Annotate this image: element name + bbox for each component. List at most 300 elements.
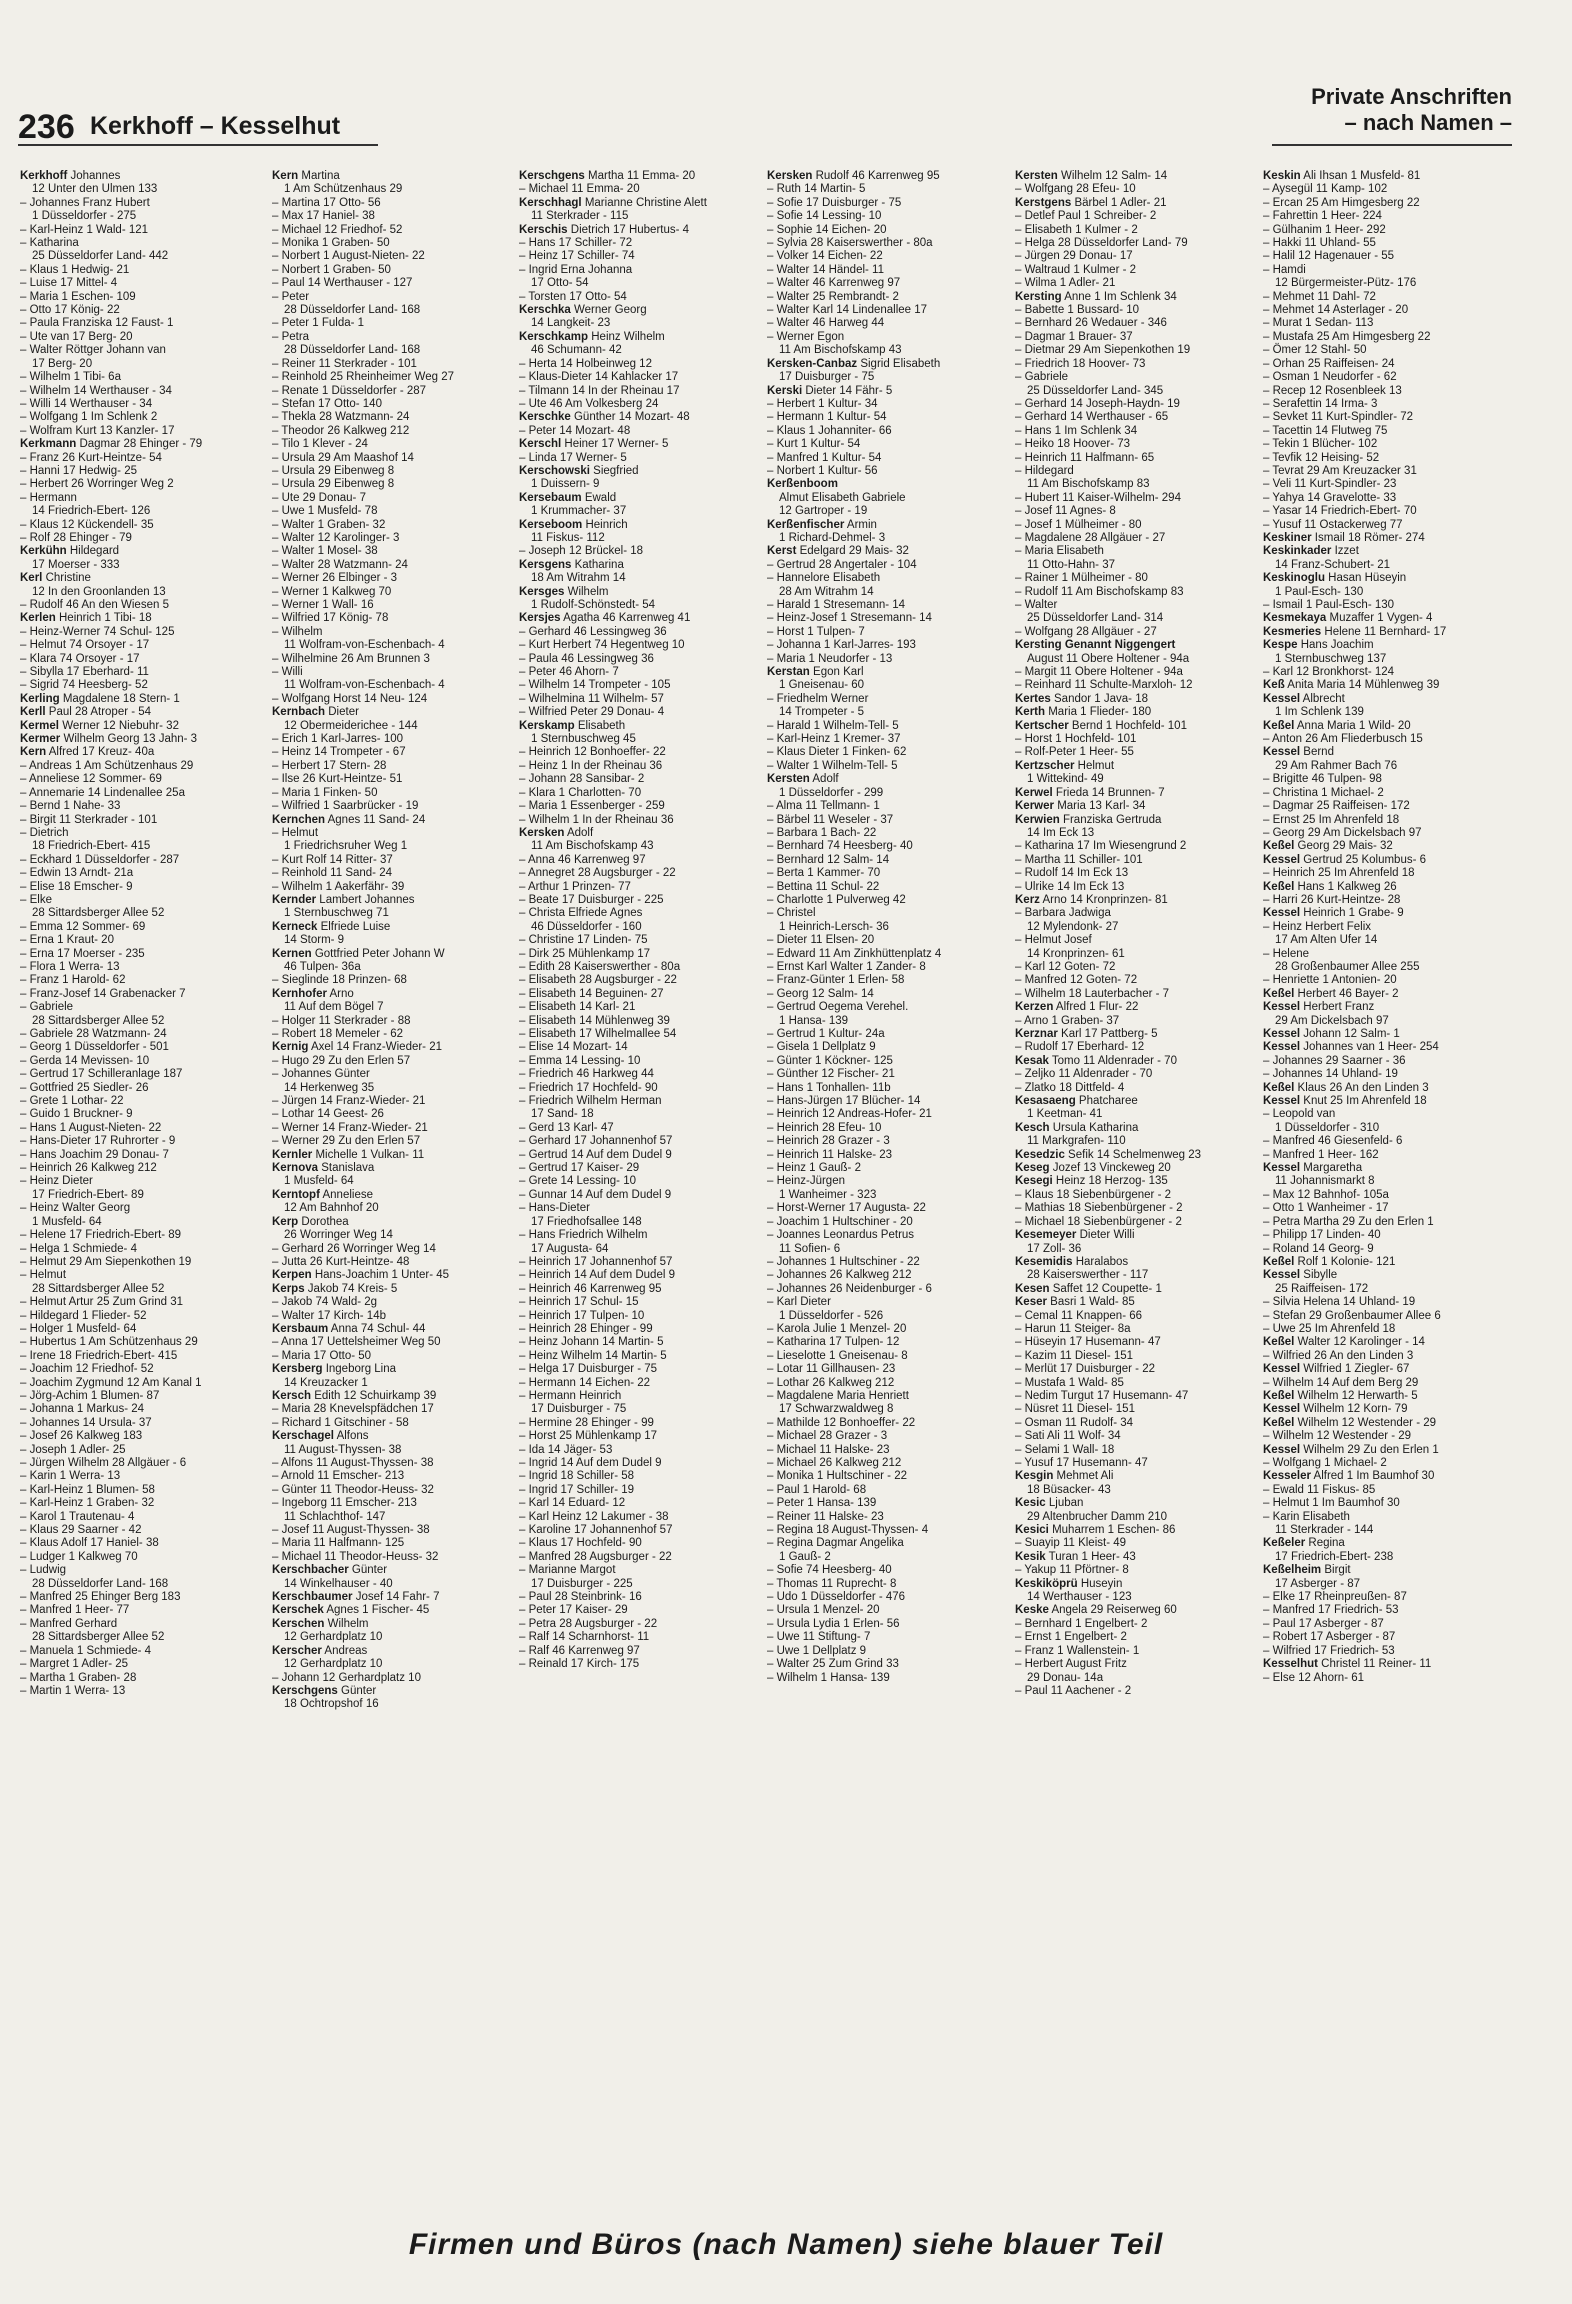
surname: Keskiköprü: [1015, 1577, 1078, 1590]
list-item: – Katharina 17 Im Wiesengrund 2: [1015, 840, 1187, 853]
list-item: – Gerhard 17 Johannenhof 57: [519, 1135, 673, 1148]
list-item: – Herta 14 Holbeinweg 12: [519, 357, 652, 370]
list-item: – Lothar 26 Kalkweg 212: [767, 1376, 895, 1389]
list-item: – Heinrich 25 Im Ahrenfeld 18: [1263, 867, 1415, 880]
list-item: – Ewald 11 Fiskus- 85: [1263, 1483, 1376, 1496]
list-item: 11 Sterkrader - 115: [531, 210, 629, 223]
list-item: – Linda 17 Werner- 5: [519, 451, 627, 464]
list-item: – Maria 17 Otto- 50: [272, 1349, 372, 1362]
list-item: – Bettina 11 Schul- 22: [767, 880, 880, 893]
list-item: – Jürgen 29 Donau- 17: [1015, 250, 1133, 263]
list-item: – Yakup 11 Pförtner- 8: [1015, 1564, 1129, 1577]
list-item: Kernchen Agnes 11 Sand- 24: [272, 813, 426, 826]
list-item: – Otto 1 Wanheimer - 17: [1263, 1202, 1389, 1215]
list-item: – Walter 12 Karolinger- 3: [272, 531, 400, 544]
list-item: – Horst-Werner 17 Augusta- 22: [767, 1202, 926, 1215]
list-item: – Norbert 1 Kultur- 56: [767, 464, 878, 477]
list-item: – Wilfried Peter 29 Donau- 4: [519, 706, 665, 719]
list-item: 14 Im Eck 13: [1027, 826, 1095, 839]
list-item: – Reinhold 25 Rheinheimer Weg 27: [272, 371, 454, 384]
list-item: – Gabriele 28 Watzmann- 24: [20, 1028, 167, 1040]
list-item: – Gertrud 14 Auf dem Dudel 9: [519, 1148, 672, 1161]
list-item: – Wolfgang 28 Efeu- 10: [1015, 183, 1136, 196]
list-item: – Tacettin 14 Flutweg 75: [1263, 424, 1388, 437]
list-item: – Zeljko 11 Aldenrader - 70: [1015, 1068, 1153, 1081]
list-item: – Johannes 1 Hultschiner - 22: [767, 1255, 920, 1268]
surname: Keskiner: [1263, 531, 1312, 544]
list-item: – Ruth 14 Martin- 5: [767, 183, 866, 196]
list-item: 1 Friedrichsruher Weg 1: [284, 840, 408, 853]
list-item: 28 Sittardsberger Allee 52: [32, 907, 165, 920]
list-item: – Heinz 14 Trompeter - 67: [272, 746, 406, 759]
list-item: 28 Sittardsberger Allee 52: [32, 1282, 165, 1295]
surname: Kessel: [1263, 1363, 1301, 1376]
surname: Kerps: [272, 1282, 305, 1295]
list-item: – Dieter 11 Elsen- 20: [767, 934, 875, 947]
list-item: Kerstan Egon Karl: [767, 666, 864, 679]
surname: Keßel: [1263, 1416, 1295, 1429]
list-item: – Ute 29 Donau- 7: [272, 491, 366, 504]
list-item: – Yahya 14 Gravelotte- 33: [1263, 491, 1397, 504]
list-item: Kerkhoff Johannes: [20, 170, 121, 182]
list-item: – Bernhard 12 Salm- 14: [767, 853, 890, 866]
list-item: – Suayip 11 Kleist- 49: [1015, 1537, 1127, 1550]
list-item: 25 Düsseldorfer Land- 345: [1027, 384, 1164, 397]
list-item: 11 Am Bischofskamp 43: [779, 344, 902, 357]
list-item: Kessel Bernd: [1263, 746, 1334, 759]
surname: Kerkmann: [20, 438, 77, 451]
list-item: – Arnold 11 Emscher- 213: [272, 1470, 405, 1483]
list-item: Kessel Gertrud 25 Kolumbus- 6: [1263, 853, 1427, 866]
list-item: 11 Wolfram-von-Eschenbach- 4: [284, 639, 445, 652]
list-item: Kespe Hans Joachim: [1263, 639, 1374, 652]
surname: Kerskamp: [519, 719, 575, 732]
list-item: – Elisabeth 1 Kulmer - 2: [1015, 223, 1138, 236]
list-item: – Sofie 74 Heesberg- 40: [767, 1564, 892, 1577]
list-item: – Werner 26 Elbinger - 3: [272, 572, 398, 585]
list-item: – Werner 1 Kalkweg 70: [272, 585, 392, 598]
list-item: – Maria 28 Knevelspfädchen 17: [272, 1403, 434, 1416]
page-header: [18, 82, 1512, 144]
list-item: – Elke 17 Rheinpreußen- 87: [1263, 1591, 1407, 1604]
surname: Kerschke: [519, 411, 571, 424]
list-item: – Wilhelmina 11 Wilhelm- 57: [519, 692, 664, 705]
surname: Kersgens: [519, 558, 572, 571]
list-item: – Christa Elfriede Agnes: [519, 907, 643, 920]
surname: Kerll: [20, 706, 46, 719]
list-item: – Charlotte 1 Pulverweg 42: [767, 893, 906, 906]
list-item: – Ernst 1 Engelbert- 2: [1015, 1631, 1127, 1644]
surname: Kessel: [1263, 746, 1301, 759]
list-item: – Georg 29 Am Dickelsbach 97: [1263, 826, 1422, 839]
list-item: – Gunnar 14 Auf dem Dudel 9: [519, 1188, 672, 1201]
surname: Kerschen: [272, 1617, 325, 1630]
list-item: 17 Otto- 54: [531, 277, 589, 290]
list-item: – Yusuf 17 Husemann- 47: [1015, 1457, 1148, 1469]
list-item: – Heinz 17 Schiller- 74: [519, 250, 635, 263]
list-item: – Gertrud 17 Kaiser- 29: [519, 1162, 640, 1175]
list-item: – Ismail 1 Paul-Esch- 130: [1263, 599, 1395, 611]
list-item: Keß Anita Maria 14 Mühlenweg 39: [1263, 679, 1440, 692]
section-heading-line1: Private Anschriften: [1311, 84, 1512, 109]
list-item: – Max 12 Bahnhof- 105a: [1263, 1188, 1389, 1201]
list-item: – Rudolf 11 Am Bischofskamp 83: [1015, 585, 1184, 598]
surname: Kersken: [767, 170, 813, 182]
list-item: – Erich 1 Karl-Jarres- 100: [272, 733, 404, 746]
list-item: Kerschhagl Marianne Christine Alett: [519, 196, 707, 209]
surname: Kerzen: [1015, 1001, 1054, 1014]
list-item: – Jakob 74 Wald- 2g: [272, 1296, 378, 1309]
list-item: 1 Düsseldorfer - 275: [32, 210, 137, 223]
surname: Kernig: [272, 1041, 309, 1054]
list-item: – Hüseyin 17 Husemann- 47: [1015, 1336, 1161, 1349]
list-item: Keseg Jozef 13 Vinckeweg 20: [1015, 1162, 1171, 1175]
surname: Kerth: [1015, 706, 1046, 719]
list-item: – Uwe 11 Stiftung- 7: [767, 1631, 871, 1644]
surname: Kerschgens: [519, 170, 585, 182]
surname: Kesic: [1015, 1497, 1046, 1510]
list-item: – Helmut Artur 25 Zum Grind 31: [20, 1296, 183, 1309]
surname: Kerschgens: [272, 1684, 338, 1697]
list-item: Keßel Anna Maria 1 Wild- 20: [1263, 719, 1411, 732]
list-item: – Ingeborg 11 Emscher- 213: [272, 1497, 417, 1510]
list-item: – Josef 11 Agnes- 8: [1015, 505, 1116, 518]
list-item: – Mehmet 11 Dahl- 72: [1263, 290, 1376, 303]
list-item: – Bernhard 26 Wedauer - 346: [1015, 317, 1167, 330]
list-item: – Manfred 25 Ehinger Berg 183: [20, 1591, 181, 1604]
list-item: Kessel Wilhelm 12 Korn- 79: [1263, 1403, 1408, 1416]
surname: Keßel: [1263, 1255, 1295, 1268]
list-item: – Hans Joachim 29 Donau- 7: [20, 1148, 169, 1161]
list-item: – Hermann 14 Eichen- 22: [519, 1376, 651, 1389]
list-item: Almut Elisabeth Gabriele: [779, 491, 906, 504]
list-item: – Ingrid 14 Auf dem Dudel 9: [519, 1457, 662, 1469]
list-item: Keßel Wilhelm 12 Westender - 29: [1263, 1416, 1437, 1429]
list-item: – Johann 28 Sansibar- 2: [519, 773, 645, 786]
list-item: – Walter 28 Watzmann- 24: [272, 558, 408, 571]
list-item: – Hildegard 1 Flieder- 52: [20, 1309, 147, 1322]
surname: Kerwien: [1015, 813, 1060, 826]
surname: Keßel: [1263, 987, 1295, 1000]
list-item: – Joachim 1 Hultschiner - 20: [767, 1215, 913, 1228]
list-item: Kernbach Dieter: [272, 706, 359, 719]
list-item: – Hans 1 Im Schlenk 34: [1015, 424, 1138, 437]
list-item: 26 Worringer Weg 14: [284, 1229, 393, 1242]
list-item: 11 Fiskus- 112: [531, 531, 605, 544]
list-item: – Babette 1 Bussard- 10: [1015, 304, 1140, 317]
list-item: – Edwin 13 Arndt- 21a: [20, 867, 134, 880]
surname: Kersbaum: [272, 1322, 329, 1335]
list-item: – Heinz Wilhelm 14 Martin- 5: [519, 1349, 667, 1362]
list-item: – Luise 17 Mittel- 4: [20, 277, 118, 290]
list-item: 12 Bürgermeister-Pütz- 176: [1275, 277, 1417, 290]
surname: Kertzscher: [1015, 759, 1075, 772]
surname: Kernen: [272, 947, 312, 960]
list-item: – Reiner 11 Halske- 23: [767, 1510, 884, 1523]
list-item: 17 Moerser - 333: [32, 558, 120, 571]
list-item: – Heinrich 12 Andreas-Hofer- 21: [767, 1108, 932, 1121]
list-item: Keskiköprü Huseyin: [1015, 1577, 1123, 1590]
surname: Keseg: [1015, 1162, 1050, 1175]
list-item: – Wilhelm 12 Westender - 29: [1263, 1430, 1412, 1443]
list-item: Kessel Wilfried 1 Ziegler- 67: [1263, 1363, 1410, 1376]
list-item: – Horst 1 Tulpen- 7: [767, 625, 865, 638]
list-item: – Sevket 11 Kurt-Spindler- 72: [1263, 411, 1414, 424]
list-item: 12 In den Groonlanden 13: [32, 585, 166, 598]
surname: Kerneck: [272, 920, 318, 933]
list-item: – Walter 14 Händel- 11: [767, 263, 884, 276]
list-item: – Klaus Dieter 1 Finken- 62: [767, 746, 907, 759]
list-item: – Hannelore Elisabeth: [767, 572, 881, 585]
list-item: – Stefan 17 Otto- 140: [272, 397, 382, 410]
list-item: 28 Am Witrahm 14: [779, 585, 874, 598]
list-item: Kersebaum Ewald: [519, 491, 617, 504]
list-item: – Anneliese 12 Sommer- 69: [20, 773, 162, 786]
list-item: – Monika 1 Graben- 50: [272, 237, 390, 250]
list-item: – Heinrich 17 Tulpen- 10: [519, 1309, 645, 1322]
surname: Kersten: [767, 773, 810, 786]
list-item: – Uwe 25 Im Ahrenfeld 18: [1263, 1322, 1396, 1335]
list-item: – Franz 1 Harold- 62: [20, 974, 126, 987]
list-item: 25 Düsseldorfer Land- 442: [32, 250, 169, 263]
list-item: Kern Martina: [272, 170, 340, 182]
surname: Kerwer: [1015, 800, 1054, 813]
surname: Kessel: [1263, 907, 1301, 920]
list-item: – Karl 14 Eduard- 12: [519, 1497, 626, 1510]
list-item: – Ludwig: [20, 1564, 67, 1577]
list-item: – Gertrud 17 Schilleranlage 187: [20, 1068, 183, 1081]
list-item: – Elisabeth 14 Beguinen- 27: [519, 987, 664, 1000]
list-item: – Walter 25 Zum Grind 33: [767, 1658, 899, 1671]
list-item: Kerßenfischer Armin: [767, 518, 877, 531]
list-item: 11 Auf dem Bögel 7: [284, 1001, 384, 1014]
surname: Kerschhagl: [519, 196, 582, 209]
list-item: Kernen Gottfried Peter Johann W: [272, 947, 445, 960]
surname: Kerseboom: [519, 518, 583, 531]
list-item: – Manuela 1 Schmiede- 4: [20, 1644, 152, 1657]
list-item: – Heinz 1 Gauß- 2: [767, 1162, 861, 1175]
surname: Kesedzic: [1015, 1148, 1065, 1161]
list-item: – Alfons 11 August-Thyssen- 38: [272, 1457, 434, 1469]
list-item: – Annegret 28 Augsburger - 22: [519, 867, 676, 880]
list-item: Keser Basri 1 Wald- 85: [1015, 1296, 1135, 1309]
list-item: Kerkühn Hildegard: [20, 545, 120, 558]
list-item: – Tilo 1 Klever - 24: [272, 438, 368, 451]
list-item: – Wilhelm 1 Hansa- 139: [767, 1671, 890, 1684]
surname: Kesmekaya: [1263, 612, 1327, 625]
list-item: – Karl Dieter: [767, 1296, 831, 1309]
surname: Kesak: [1015, 1054, 1049, 1067]
list-item: – Bernhard 1 Engelbert- 2: [1015, 1617, 1148, 1630]
directory-column-4: [767, 170, 1007, 2170]
list-item: – Bernhard 74 Heesberg- 40: [767, 840, 913, 853]
list-item: – Wilhelm 14 Auf dem Berg 29: [1263, 1376, 1419, 1389]
list-item: 11 Am Bischofskamp 83: [1027, 478, 1150, 491]
list-item: Kessel Albrecht: [1263, 692, 1345, 705]
list-item: – Hans-Dieter: [519, 1202, 590, 1215]
list-item: Kerscher Andreas: [272, 1644, 368, 1657]
list-item: 1 Düsseldorfer - 526: [779, 1309, 884, 1322]
surname: Kertscher: [1015, 719, 1069, 732]
list-item: – Margret 1 Adler- 25: [20, 1658, 129, 1671]
list-item: Kesmeries Helene 11 Bernhard- 17: [1263, 625, 1447, 638]
surname: Kesch: [1015, 1121, 1050, 1134]
list-item: – Johannes 29 Saarner - 36: [1263, 1054, 1406, 1067]
list-item: – Christel: [767, 907, 816, 920]
list-item: 11 Otto-Hahn- 37: [1027, 558, 1116, 571]
list-item: – Sophie 14 Eichen- 20: [767, 223, 887, 236]
list-item: – Hans 1 Tonhallen- 11b: [767, 1081, 891, 1094]
list-item: Kerschbacher Günter: [272, 1564, 388, 1577]
list-item: – Elisabeth 17 Wilhelmallee 54: [519, 1028, 677, 1040]
list-item: – Rudolf 46 An den Wiesen 5: [20, 599, 169, 611]
list-item: – Friedrich Wilhelm Herman: [519, 1095, 662, 1108]
surname: Kersges: [519, 585, 565, 598]
surname: Kerscher: [272, 1644, 322, 1657]
list-item: 12 Gartroper - 19: [779, 505, 868, 518]
list-item: – Wilhelm: [272, 625, 323, 638]
list-item: 1 Hansa- 139: [779, 1014, 849, 1027]
surname: Keßel: [1263, 1389, 1295, 1402]
list-item: – Roland 14 Georg- 9: [1263, 1242, 1374, 1255]
list-item: – Monika 1 Hultschiner - 22: [767, 1470, 907, 1483]
surname: Kerßenboom: [767, 478, 838, 491]
surname: Kerstgens: [1015, 196, 1072, 209]
list-item: – Lotar 11 Gillhausen- 23: [767, 1363, 896, 1376]
list-item: – Sofie 17 Duisburger - 75: [767, 196, 902, 209]
list-item: – Herbert 1 Kultur- 34: [767, 397, 878, 410]
list-item: – Anna 46 Karrenweg 97: [519, 853, 646, 866]
list-item: – Karl 12 Bronkhorst- 124: [1263, 666, 1395, 679]
list-item: – Manfred 46 Giesenfeld- 6: [1263, 1135, 1403, 1148]
list-item: 18 Büsacker- 43: [1027, 1483, 1111, 1496]
list-item: – Ingrid 18 Schiller- 58: [519, 1470, 635, 1483]
list-item: – Dagmar 1 Brauer- 37: [1015, 330, 1133, 343]
surname: Keß: [1263, 679, 1285, 692]
list-item: 17 Asberger - 87: [1275, 1577, 1361, 1590]
list-item: – Friedhelm Werner: [767, 692, 869, 705]
list-item: Kersges Wilhelm: [519, 585, 609, 598]
list-item: 11 Markgrafen- 110: [1027, 1135, 1126, 1148]
list-item: 17 Friedrich-Ebert- 89: [32, 1188, 144, 1201]
list-item: 14 Herkenweg 35: [284, 1081, 375, 1094]
surname: Kerkühn: [20, 545, 67, 558]
list-item: 1 Gauß- 2: [779, 1550, 831, 1563]
surname: Kersch: [272, 1389, 311, 1402]
surname: Kessel: [1263, 1041, 1301, 1054]
surname: Kerschagel: [272, 1430, 335, 1443]
list-item: – Holger 11 Sterkrader - 88: [272, 1014, 411, 1027]
list-item: – Yasar 14 Friedrich-Ebert- 70: [1263, 505, 1417, 518]
surname: Kesik: [1015, 1550, 1046, 1563]
list-item: 1 Richard-Dehmel- 3: [779, 531, 886, 544]
surname: Kessel: [1263, 1162, 1301, 1175]
list-item: 46 Schumann- 42: [531, 344, 622, 357]
list-item: Kerschek Agnes 1 Fischer- 45: [272, 1604, 430, 1617]
list-item: – Michael 28 Grazer - 3: [767, 1430, 888, 1443]
list-item: – Heinz Johann 14 Martin- 5: [519, 1336, 664, 1349]
list-item: – Bernd 1 Nahe- 33: [20, 800, 121, 813]
list-item: – Günter 1 Köckner- 125: [767, 1054, 893, 1067]
list-item: Kerski Dieter 14 Fähr- 5: [767, 384, 893, 397]
surname: Kesemeyer: [1015, 1229, 1077, 1242]
list-item: – Peter 14 Mozart- 48: [519, 424, 631, 437]
list-item: – Tevfik 12 Heising- 52: [1263, 451, 1380, 464]
list-item: Kerznar Karl 17 Pattberg- 5: [1015, 1028, 1158, 1040]
list-item: – Joachim Zygmund 12 Am Kanal 1: [20, 1376, 202, 1389]
list-item: – Barbara Jadwiga: [1015, 907, 1111, 920]
list-item: Kerth Maria 1 Flieder- 180: [1015, 706, 1152, 719]
list-item: Kerschen Wilhelm: [272, 1617, 369, 1630]
list-item: – Aysegül 11 Kamp- 102: [1263, 183, 1388, 196]
list-item: – Werner 29 Zu den Erlen 57: [272, 1135, 421, 1148]
list-item: – Mathilde 12 Bonhoeffer- 22: [767, 1416, 916, 1429]
list-item: Kerz Arno 14 Kronprinzen- 81: [1015, 893, 1168, 906]
list-item: – Johanna 1 Karl-Jarres- 193: [767, 639, 916, 652]
list-item: Kerling Magdalene 18 Stern- 1: [20, 692, 180, 705]
list-item: – Edward 11 Am Zinkhüttenplatz 4: [767, 947, 942, 960]
list-item: Kernler Michelle 1 Vulkan- 11: [272, 1148, 425, 1161]
list-item: – Hermann Heinrich: [519, 1389, 622, 1402]
list-item: Kerkmann Dagmar 28 Ehinger - 79: [20, 438, 203, 451]
list-item: – Maria Elisabeth: [1015, 545, 1104, 558]
list-item: – Marianne Margot: [519, 1564, 616, 1577]
list-item: 17 Am Alten Ufer 14: [1275, 934, 1378, 947]
list-item: Keßel Hans 1 Kalkweg 26: [1263, 880, 1397, 893]
list-item: 1 Gneisenau- 60: [779, 679, 865, 692]
list-item: [767, 478, 1007, 491]
list-item: Kersken-Canbaz Sigrid Elisabeth: [767, 357, 941, 370]
list-item: Keßel Walter 12 Karolinger - 14: [1263, 1336, 1425, 1349]
list-item: – Klaus 18 Siebenbürgener - 2: [1015, 1188, 1171, 1201]
list-item: – Brigitte 46 Tulpen- 98: [1263, 773, 1382, 786]
list-item: – Ernst 25 Im Ahrenfeld 18: [1263, 813, 1400, 826]
list-item: – Hildegard: [1015, 464, 1074, 477]
list-item: – Rolf-Peter 1 Heer- 55: [1015, 746, 1134, 759]
list-item: Kerpen Hans-Joachim 1 Unter- 45: [272, 1269, 450, 1282]
list-item: – Heinrich 17 Schul- 15: [519, 1296, 639, 1309]
list-item: Keske Angela 29 Reiserweg 60: [1015, 1604, 1177, 1617]
list-item: – Walter 46 Harweg 44: [767, 317, 885, 330]
list-item: – Helmut 1 Im Baumhof 30: [1263, 1497, 1400, 1510]
list-item: 11 Johannismarkt 8: [1275, 1175, 1375, 1188]
list-item: – Paul 14 Werthauser - 127: [272, 277, 413, 290]
list-item: Kerst Edelgard 29 Mais- 32: [767, 545, 909, 558]
list-item: – Karol 1 Trautenau- 4: [20, 1510, 135, 1523]
list-item: – Josef 11 August-Thyssen- 38: [272, 1524, 430, 1537]
surname: Kerpen: [272, 1269, 312, 1282]
list-item: 14 Langkeit- 23: [531, 317, 611, 330]
list-item: – Sibylla 17 Eberhard- 11: [20, 666, 149, 679]
list-item: – Ida 14 Jäger- 53: [519, 1443, 613, 1456]
list-item: – Selami 1 Wall- 18: [1015, 1443, 1115, 1456]
list-item: – Mathias 18 Siebenbürgener - 2: [1015, 1202, 1183, 1215]
list-item: – Maria 1 Neudorfer - 13: [767, 652, 893, 665]
list-item: – Walter 25 Rembrandt- 2: [767, 290, 899, 303]
list-item: 1 Sternbuschweg 137: [1275, 652, 1387, 665]
list-item: 11 Am Bischofskamp 43: [531, 840, 654, 853]
list-item: – Katharina 17 Tulpen- 12: [767, 1336, 900, 1349]
list-item: 29 Am Rahmer Bach 76: [1275, 759, 1398, 772]
list-item: – Joannes Leonardus Petrus: [767, 1229, 915, 1242]
list-item: – Helene: [1263, 947, 1310, 960]
list-item: – Helene 17 Friedrich-Ebert- 89: [20, 1229, 182, 1242]
list-item: 12 Am Bahnhof 20: [284, 1202, 379, 1215]
list-item: – Manfred 28 Augsburger - 22: [519, 1550, 672, 1563]
list-item: – Osman 1 Neudorfer - 62: [1263, 371, 1397, 384]
list-item: – Thekla 28 Watzmann- 24: [272, 411, 410, 424]
list-item: – Gabriele: [20, 1001, 74, 1014]
